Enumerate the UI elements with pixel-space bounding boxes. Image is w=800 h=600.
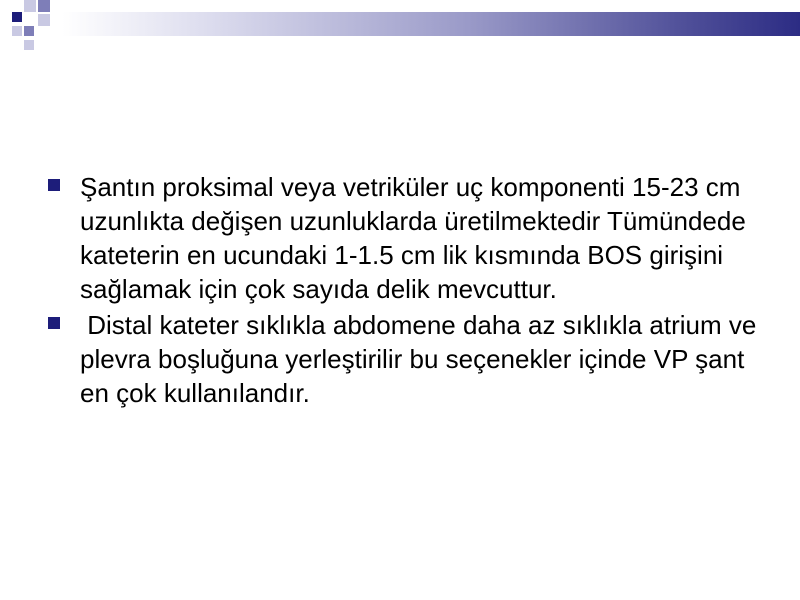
decorative-square-icon xyxy=(24,0,36,12)
decorative-square-icon xyxy=(24,26,34,36)
bullet-text: Şantın proksimal veya vetriküler uç komponenti 15-23 cm uzunlıkta değişen uzunluklarda üretilmektedir Tümündede kateterin en ucundaki 1-1.5 cm lik kısmında BOS girişini sağlamak için çok sayıda delik mevcuttur. xyxy=(80,172,746,304)
bullet-item xyxy=(46,170,766,306)
decorative-square-icon xyxy=(38,0,50,12)
header-gradient-band xyxy=(62,12,800,36)
square-bullet-icon xyxy=(48,179,60,191)
decorative-square-icon xyxy=(12,26,22,36)
slide-body xyxy=(46,170,766,412)
decorative-square-icon xyxy=(38,14,50,26)
bullet-item xyxy=(46,308,766,410)
decorative-square-icon xyxy=(12,12,22,22)
decorative-square-icon xyxy=(24,40,34,50)
square-bullet-icon xyxy=(48,317,60,329)
bullet-list xyxy=(46,170,766,410)
bullet-text: Distal kateter sıklıkla abdomene daha az sıklıkla atrium ve plevra boşluğuna yerleştirilir bu seçenekler içinde VP şant en çok kullanılandır. xyxy=(80,310,764,408)
